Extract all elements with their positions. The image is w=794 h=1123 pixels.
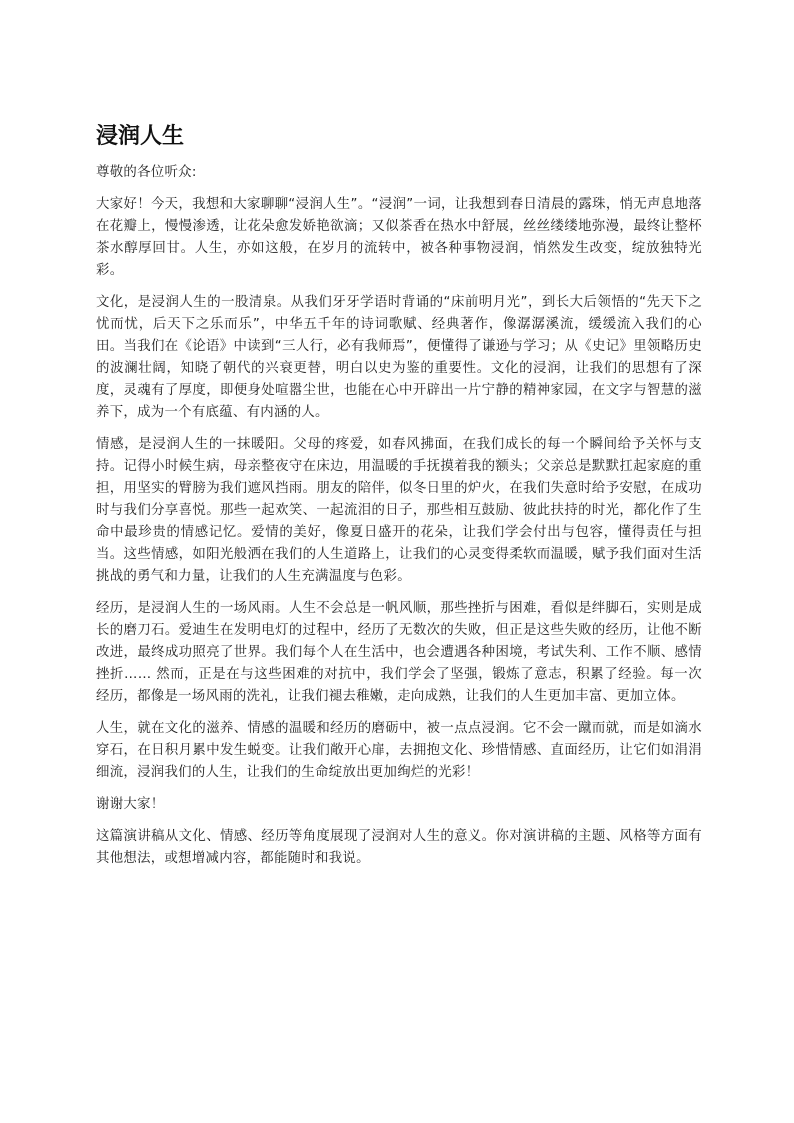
thanks-paragraph: 谢谢大家！ [96,797,165,812]
intro-paragraph: 大家好！今天，我想和大家聊聊“浸润人生”。“浸润”一词，让我想到春日清晨的露珠，悄无声息地落在花瓣上，慢慢渗透，让花朵愈发娇艳欲滴；又似茶香在热水中舒展，丝丝缕缕地弥漫，最终让整杯茶水醇厚回甘。人生，亦如这般，在岁月的流转中，被各种事物浸润，悄然发生改变，绽放独特光彩。 [96,197,702,278]
salutation: 尊敬的各位听众: [96,165,197,180]
experience-paragraph: 经历，是浸润人生的一场风雨。人生不会总是一帆风顺，那些挫折与困难，看似是绊脚石，实则是成长的磨刀石。爱迪生在发明电灯的过程中，经历了无数次的失败，但正是这些失败的经历，让他不断改进，最终成功照亮了世界。我们每个人在生活中，也会遭遇各种困境，考试失利、工作不顺、感情挫折…… 然而，正是在与这些困难的对抗中，我们学会了坚强，锻炼了意志，积累了经验。每一次经历，都像是一场风雨的洗礼，让我们褪去稚嫩，走向成熟，让我们的人生更加丰富、更加立体。 [96,601,702,704]
closing-note-paragraph: 这篇演讲稿从文化、情感、经历等角度展现了浸润对人生的意义。你对演讲稿的主题、风格等方面有其他想法，或想增减内容，都能随时和我说。 [96,829,702,866]
emotion-paragraph: 情感，是浸润人生的一抹暖阳。父母的疼爱，如春风拂面，在我们成长的每一个瞬间给予关怀与支持。记得小时候生病，母亲整夜守在床边，用温暖的手抚摸着我的额头；父亲总是默默扛起家庭的重担，用坚实的臂膀为我们遮风挡雨。朋友的陪伴，似冬日里的炉火，在我们失意时给予安慰，在成功时与我们分享喜悦。那些一起欢笑、一起流泪的日子，那些相互鼓励、彼此扶持的时光，都化作了生命中最珍贵的情感记忆。爱情的美好，像夏日盛开的花朵，让我们学会付出与包容，懂得责任与担当。这些情感，如阳光般洒在我们的人生道路上，让我们的心灵变得柔软而温暖，赋予我们面对生活挑战的勇气和力量，让我们的人生充满温度与色彩。 [96,437,702,584]
page-title: 浸润人生 [96,124,185,149]
culture-paragraph: 文化，是浸润人生的一股清泉。从我们牙牙学语时背诵的“床前明月光”，到长大后领悟的“先天下之忧而忧，后天下之乐而乐”，中华五千年的诗词歌赋、经典著作，像潺潺溪流，缓缓流入我们的心田。当我们在《论语》中读到“三人行，必有我师焉”，便懂得了谦逊与学习；从《史记》里领略历史的波澜壮阔，知晓了朝代的兴衰更替，明白以史为鉴的重要性。文化的浸润，让我们的思想有了深度，灵魂有了厚度，即便身处喧嚣尘世，也能在心中开辟出一片宁静的精神家园，在文字与智慧的滋养下，成为一个有底蕴、有内涵的人。 [96,295,702,420]
conclusion-paragraph: 人生，就在文化的滋养、情感的温暖和经历的磨砺中，被一点点浸润。它不会一蹴而就，而是如滴水穿石，在日积月累中发生蜕变。让我们敞开心扉，去拥抱文化、珍惜情感、直面经历，让它们如涓涓细流，浸润我们的人生，让我们的生命绽放出更加绚烂的光彩！ [96,721,702,780]
document-page [96,120,702,880]
